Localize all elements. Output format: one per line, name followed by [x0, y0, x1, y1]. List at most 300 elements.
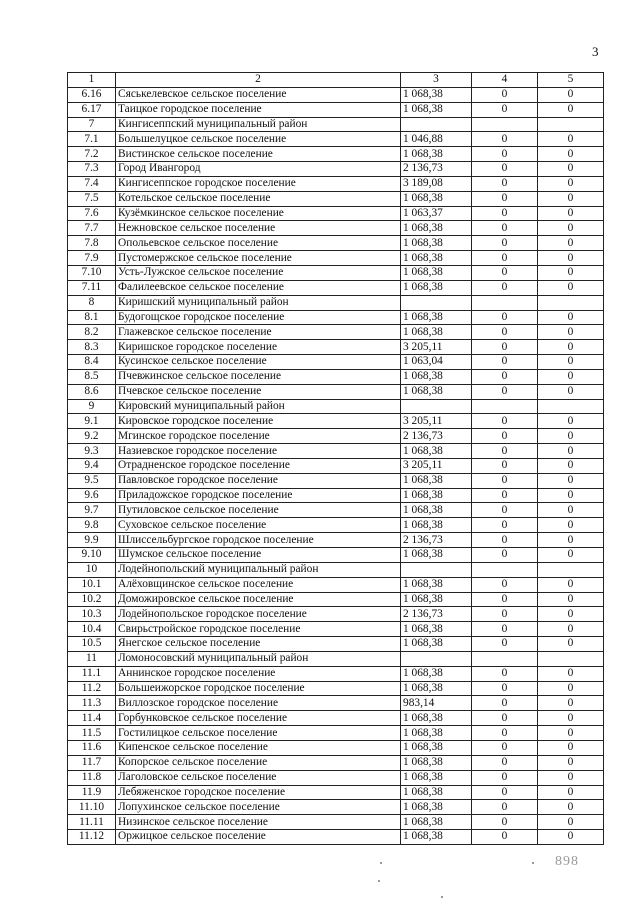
table-row [68, 191, 604, 206]
amount-cell: 1 068,38 [401, 310, 472, 325]
table-row [68, 815, 604, 830]
column-5-cell: 0 [538, 800, 604, 815]
amount-cell: 2 136,73 [401, 607, 472, 622]
district-header-row [68, 651, 604, 666]
column-5-cell: 0 [538, 176, 604, 191]
column-4-cell: 0 [472, 369, 538, 384]
table-row [68, 102, 604, 117]
column-header: 4 [472, 73, 538, 88]
table-row [68, 726, 604, 741]
column-5-cell [538, 295, 604, 310]
column-5-cell: 0 [538, 310, 604, 325]
row-number-cell: 11 [68, 651, 116, 666]
table-row [68, 770, 604, 785]
column-4-cell: 0 [472, 770, 538, 785]
table-row [68, 444, 604, 459]
column-5-cell: 0 [538, 518, 604, 533]
row-number-cell: 9.4 [68, 458, 116, 473]
column-5-cell: 0 [538, 340, 604, 355]
table-row [68, 280, 604, 295]
amount-cell: 983,14 [401, 696, 472, 711]
row-number-cell: 8.1 [68, 310, 116, 325]
column-4-cell: 0 [472, 577, 538, 592]
settlement-name-cell: Киришский муниципальный район [116, 295, 401, 310]
row-number-cell: 10.5 [68, 637, 116, 652]
table-row [68, 458, 604, 473]
row-number-cell: 7.10 [68, 265, 116, 280]
amount-cell: 1 068,38 [401, 473, 472, 488]
settlement-name-cell: Пустомержское сельское поселение [116, 251, 401, 266]
settlement-name-cell: Лодейнопольский муниципальный район [116, 562, 401, 577]
table-row [68, 132, 604, 147]
amount-cell [401, 295, 472, 310]
column-5-cell: 0 [538, 755, 604, 770]
page-number: 3 [592, 44, 599, 59]
column-5-cell: 0 [538, 770, 604, 785]
amount-cell: 1 068,38 [401, 488, 472, 503]
table-row [68, 236, 604, 251]
row-number-cell: 7 [68, 117, 116, 132]
column-4-cell: 0 [472, 637, 538, 652]
settlement-name-cell: Горбунковское сельское поселение [116, 711, 401, 726]
column-5-cell: 0 [538, 488, 604, 503]
row-number-cell: 10.4 [68, 622, 116, 637]
table-row [68, 755, 604, 770]
settlement-name-cell: Лодейнопольское городское поселение [116, 607, 401, 622]
amount-cell: 1 068,38 [401, 369, 472, 384]
column-4-cell [472, 651, 538, 666]
amount-cell: 1 068,38 [401, 444, 472, 459]
column-4-cell: 0 [472, 607, 538, 622]
table-row [68, 488, 604, 503]
amount-cell: 1 068,38 [401, 592, 472, 607]
amount-cell: 2 136,73 [401, 533, 472, 548]
column-4-cell: 0 [472, 592, 538, 607]
column-4-cell: 0 [472, 176, 538, 191]
table-row [68, 355, 604, 370]
settlement-name-cell: Свирьстройское городское поселение [116, 622, 401, 637]
column-5-cell: 0 [538, 607, 604, 622]
column-4-cell: 0 [472, 696, 538, 711]
column-5-cell: 0 [538, 206, 604, 221]
table-row [68, 251, 604, 266]
column-5-cell: 0 [538, 458, 604, 473]
table-row [68, 414, 604, 429]
row-number-cell: 9.2 [68, 429, 116, 444]
column-4-cell: 0 [472, 488, 538, 503]
column-5-cell: 0 [538, 503, 604, 518]
table-row [68, 147, 604, 162]
column-4-cell: 0 [472, 815, 538, 830]
column-5-cell: 0 [538, 444, 604, 459]
amount-cell [401, 651, 472, 666]
table-row [68, 830, 604, 845]
table-row [68, 503, 604, 518]
row-number-cell: 7.1 [68, 132, 116, 147]
table-row [68, 533, 604, 548]
scan-dot [380, 862, 382, 864]
table-row [68, 325, 604, 340]
settlement-name-cell: Янегское сельское поселение [116, 637, 401, 652]
settlement-name-cell: Суховское сельское поселение [116, 518, 401, 533]
settlement-name-cell: Город Ивангород [116, 162, 401, 177]
row-number-cell: 9.9 [68, 533, 116, 548]
row-number-cell: 11.8 [68, 770, 116, 785]
column-4-cell: 0 [472, 147, 538, 162]
column-5-cell: 0 [538, 414, 604, 429]
column-5-cell [538, 117, 604, 132]
amount-cell: 2 136,73 [401, 429, 472, 444]
row-number-cell: 11.9 [68, 785, 116, 800]
row-number-cell: 11.3 [68, 696, 116, 711]
column-header: 3 [401, 73, 472, 88]
amount-cell: 1 068,38 [401, 503, 472, 518]
row-number-cell: 10.2 [68, 592, 116, 607]
column-4-cell: 0 [472, 666, 538, 681]
table-row [68, 221, 604, 236]
scan-dot [441, 896, 443, 898]
table-row [68, 666, 604, 681]
column-5-cell: 0 [538, 369, 604, 384]
column-5-cell: 0 [538, 102, 604, 117]
column-5-cell: 0 [538, 384, 604, 399]
column-4-cell [472, 562, 538, 577]
row-number-cell: 7.4 [68, 176, 116, 191]
column-5-cell: 0 [538, 711, 604, 726]
row-number-cell: 7.3 [68, 162, 116, 177]
column-4-cell: 0 [472, 622, 538, 637]
settlement-name-cell: Пчевжинское сельское поселение [116, 369, 401, 384]
settlement-name-cell: Алёховщинское сельское поселение [116, 577, 401, 592]
amount-cell: 1 063,37 [401, 206, 472, 221]
amount-cell: 1 068,38 [401, 251, 472, 266]
amount-cell: 1 068,38 [401, 265, 472, 280]
settlement-name-cell: Вистинское сельское поселение [116, 147, 401, 162]
amount-cell [401, 562, 472, 577]
column-4-cell: 0 [472, 830, 538, 845]
table-row [68, 622, 604, 637]
amount-cell: 1 063,04 [401, 355, 472, 370]
amount-cell [401, 399, 472, 414]
district-header-row [68, 562, 604, 577]
table-row [68, 785, 604, 800]
settlement-name-cell: Назиевское городское поселение [116, 444, 401, 459]
column-4-cell: 0 [472, 755, 538, 770]
column-4-cell: 0 [472, 251, 538, 266]
settlement-name-cell: Кусинское сельское поселение [116, 355, 401, 370]
row-number-cell: 9.8 [68, 518, 116, 533]
column-5-cell: 0 [538, 147, 604, 162]
settlement-name-cell: Мгинское городское поселение [116, 429, 401, 444]
settlement-name-cell: Лаголовское сельское поселение [116, 770, 401, 785]
settlement-name-cell: Кировское городское поселение [116, 414, 401, 429]
column-5-cell: 0 [538, 429, 604, 444]
row-number-cell: 8.3 [68, 340, 116, 355]
settlement-name-cell: Большелуцкое сельское поселение [116, 132, 401, 147]
settlement-name-cell: Лебяженское городское поселение [116, 785, 401, 800]
settlement-name-cell: Глажевское сельское поселение [116, 325, 401, 340]
column-5-cell: 0 [538, 221, 604, 236]
district-header-row [68, 399, 604, 414]
table-row [68, 162, 604, 177]
settlement-name-cell: Шлиссельбургское городское поселение [116, 533, 401, 548]
table-row [68, 681, 604, 696]
table-row [68, 696, 604, 711]
table-header-row [68, 73, 604, 88]
row-number-cell: 11.7 [68, 755, 116, 770]
settlement-name-cell: Лопухинское сельское поселение [116, 800, 401, 815]
row-number-cell: 11.5 [68, 726, 116, 741]
table-row [68, 87, 604, 102]
settlement-name-cell: Гостилицкое сельское поселение [116, 726, 401, 741]
row-number-cell: 11.1 [68, 666, 116, 681]
settlement-name-cell: Нежновское сельское поселение [116, 221, 401, 236]
table-row [68, 310, 604, 325]
column-4-cell: 0 [472, 429, 538, 444]
amount-cell: 1 068,38 [401, 325, 472, 340]
settlement-name-cell: Большеижорское городское поселение [116, 681, 401, 696]
table-row [68, 548, 604, 563]
settlement-name-cell: Путиловское сельское поселение [116, 503, 401, 518]
row-number-cell: 8.5 [68, 369, 116, 384]
settlement-name-cell: Таицкое городское поселение [116, 102, 401, 117]
amount-cell: 1 068,38 [401, 711, 472, 726]
table-row [68, 800, 604, 815]
column-4-cell: 0 [472, 533, 538, 548]
settlement-name-cell: Шумское сельское поселение [116, 548, 401, 563]
amount-cell: 1 068,38 [401, 637, 472, 652]
settlement-name-cell: Кировский муниципальный район [116, 399, 401, 414]
column-5-cell: 0 [538, 726, 604, 741]
column-4-cell: 0 [472, 800, 538, 815]
column-5-cell: 0 [538, 191, 604, 206]
amount-cell: 1 068,38 [401, 681, 472, 696]
amount-cell: 1 046,88 [401, 132, 472, 147]
row-number-cell: 11.10 [68, 800, 116, 815]
settlement-name-cell: Приладожское городское поселение [116, 488, 401, 503]
column-5-cell: 0 [538, 280, 604, 295]
table-row [68, 740, 604, 755]
column-header: 1 [68, 73, 116, 88]
column-4-cell: 0 [472, 548, 538, 563]
row-number-cell: 11.12 [68, 830, 116, 845]
amount-cell: 1 068,38 [401, 815, 472, 830]
row-number-cell: 10 [68, 562, 116, 577]
column-5-cell: 0 [538, 251, 604, 266]
amount-cell: 2 136,73 [401, 162, 472, 177]
settlement-name-cell: Кингисеппское городское поселение [116, 176, 401, 191]
column-4-cell: 0 [472, 265, 538, 280]
settlement-name-cell: Будогощское городское поселение [116, 310, 401, 325]
settlement-name-cell: Опольевское сельское поселение [116, 236, 401, 251]
row-number-cell: 11.11 [68, 815, 116, 830]
table-row [68, 577, 604, 592]
column-5-cell: 0 [538, 533, 604, 548]
column-4-cell: 0 [472, 785, 538, 800]
table-row [68, 206, 604, 221]
scan-dot [378, 880, 380, 882]
column-5-cell: 0 [538, 577, 604, 592]
column-4-cell: 0 [472, 444, 538, 459]
row-number-cell: 9.10 [68, 548, 116, 563]
column-4-cell: 0 [472, 191, 538, 206]
row-number-cell: 9.6 [68, 488, 116, 503]
amount-cell: 1 068,38 [401, 770, 472, 785]
amount-cell: 3 205,11 [401, 458, 472, 473]
table-row [68, 369, 604, 384]
column-header: 2 [116, 73, 401, 88]
column-4-cell: 0 [472, 384, 538, 399]
district-header-row [68, 295, 604, 310]
row-number-cell: 7.2 [68, 147, 116, 162]
column-5-cell [538, 562, 604, 577]
row-number-cell: 9.1 [68, 414, 116, 429]
settlement-name-cell: Доможировское сельское поселение [116, 592, 401, 607]
column-5-cell [538, 399, 604, 414]
settlement-name-cell: Усть-Лужское сельское поселение [116, 265, 401, 280]
column-4-cell: 0 [472, 726, 538, 741]
column-4-cell: 0 [472, 503, 538, 518]
table-row [68, 429, 604, 444]
column-4-cell: 0 [472, 310, 538, 325]
column-4-cell: 0 [472, 280, 538, 295]
row-number-cell: 10.1 [68, 577, 116, 592]
amount-cell: 1 068,38 [401, 622, 472, 637]
settlement-name-cell: Кипенское сельское поселение [116, 740, 401, 755]
table-row [68, 637, 604, 652]
row-number-cell: 8.4 [68, 355, 116, 370]
amount-cell: 1 068,38 [401, 666, 472, 681]
settlement-name-cell: Виллозское городское поселение [116, 696, 401, 711]
row-number-cell: 7.11 [68, 280, 116, 295]
column-5-cell: 0 [538, 622, 604, 637]
row-number-cell: 9.7 [68, 503, 116, 518]
table-row [68, 265, 604, 280]
amount-cell: 1 068,38 [401, 548, 472, 563]
column-5-cell: 0 [538, 87, 604, 102]
column-5-cell: 0 [538, 740, 604, 755]
column-4-cell: 0 [472, 518, 538, 533]
column-5-cell: 0 [538, 162, 604, 177]
table-row [68, 473, 604, 488]
row-number-cell: 7.9 [68, 251, 116, 266]
amount-cell: 1 068,38 [401, 740, 472, 755]
amount-cell: 1 068,38 [401, 147, 472, 162]
row-number-cell: 11.2 [68, 681, 116, 696]
settlement-name-cell: Аннинское городское поселение [116, 666, 401, 681]
settlement-name-cell: Копорское сельское поселение [116, 755, 401, 770]
amount-cell: 1 068,38 [401, 221, 472, 236]
column-4-cell: 0 [472, 102, 538, 117]
table-row [68, 711, 604, 726]
column-5-cell: 0 [538, 666, 604, 681]
row-number-cell: 9.3 [68, 444, 116, 459]
column-5-cell: 0 [538, 132, 604, 147]
amount-cell: 1 068,38 [401, 102, 472, 117]
settlement-name-cell: Отрадненское городское поселение [116, 458, 401, 473]
row-number-cell: 7.7 [68, 221, 116, 236]
amount-cell: 1 068,38 [401, 577, 472, 592]
column-5-cell: 0 [538, 473, 604, 488]
row-number-cell: 11.4 [68, 711, 116, 726]
column-4-cell: 0 [472, 162, 538, 177]
column-5-cell: 0 [538, 696, 604, 711]
settlement-name-cell: Ломоносовский муниципальный район [116, 651, 401, 666]
column-4-cell: 0 [472, 711, 538, 726]
settlement-name-cell: Кингисеппский муниципальный район [116, 117, 401, 132]
column-5-cell: 0 [538, 637, 604, 652]
settlement-name-cell: Павловское городское поселение [116, 473, 401, 488]
settlement-name-cell: Сяськелевское сельское поселение [116, 87, 401, 102]
amount-cell: 1 068,38 [401, 236, 472, 251]
settlement-name-cell: Кузёмкинское сельское поселение [116, 206, 401, 221]
column-4-cell: 0 [472, 206, 538, 221]
amount-cell: 3 189,08 [401, 176, 472, 191]
column-4-cell [472, 295, 538, 310]
column-5-cell: 0 [538, 325, 604, 340]
row-number-cell: 8.2 [68, 325, 116, 340]
column-4-cell: 0 [472, 473, 538, 488]
column-5-cell: 0 [538, 265, 604, 280]
column-4-cell [472, 117, 538, 132]
row-number-cell: 8.6 [68, 384, 116, 399]
column-5-cell: 0 [538, 830, 604, 845]
amount-cell [401, 117, 472, 132]
amount-cell: 3 205,11 [401, 340, 472, 355]
scan-dot [532, 862, 534, 864]
amount-cell: 3 205,11 [401, 414, 472, 429]
row-number-cell: 6.16 [68, 87, 116, 102]
amount-cell: 1 068,38 [401, 785, 472, 800]
column-4-cell: 0 [472, 414, 538, 429]
settlement-name-cell: Пчевское сельское поселение [116, 384, 401, 399]
row-number-cell: 9.5 [68, 473, 116, 488]
column-4-cell: 0 [472, 87, 538, 102]
table-row [68, 592, 604, 607]
settlement-name-cell: Низинское сельское поселение [116, 815, 401, 830]
column-4-cell: 0 [472, 325, 538, 340]
row-number-cell: 11.6 [68, 740, 116, 755]
column-5-cell: 0 [538, 236, 604, 251]
column-5-cell: 0 [538, 785, 604, 800]
column-4-cell [472, 399, 538, 414]
amount-cell: 1 068,38 [401, 518, 472, 533]
allocation-table [67, 72, 604, 845]
column-header: 5 [538, 73, 604, 88]
column-5-cell [538, 651, 604, 666]
column-4-cell: 0 [472, 681, 538, 696]
amount-cell: 1 068,38 [401, 384, 472, 399]
table-body [68, 87, 604, 844]
table-row [68, 340, 604, 355]
column-5-cell: 0 [538, 681, 604, 696]
amount-cell: 1 068,38 [401, 800, 472, 815]
column-4-cell: 0 [472, 221, 538, 236]
scan-marks: 898 [555, 854, 579, 869]
row-number-cell: 7.8 [68, 236, 116, 251]
settlement-name-cell: Фалилеевское сельское поселение [116, 280, 401, 295]
table-row [68, 518, 604, 533]
settlement-name-cell: Оржицкое сельское поселение [116, 830, 401, 845]
column-4-cell: 0 [472, 340, 538, 355]
column-4-cell: 0 [472, 355, 538, 370]
amount-cell: 1 068,38 [401, 755, 472, 770]
column-4-cell: 0 [472, 132, 538, 147]
column-4-cell: 0 [472, 458, 538, 473]
amount-cell: 1 068,38 [401, 87, 472, 102]
settlement-name-cell: Котельское сельское поселение [116, 191, 401, 206]
column-5-cell: 0 [538, 815, 604, 830]
